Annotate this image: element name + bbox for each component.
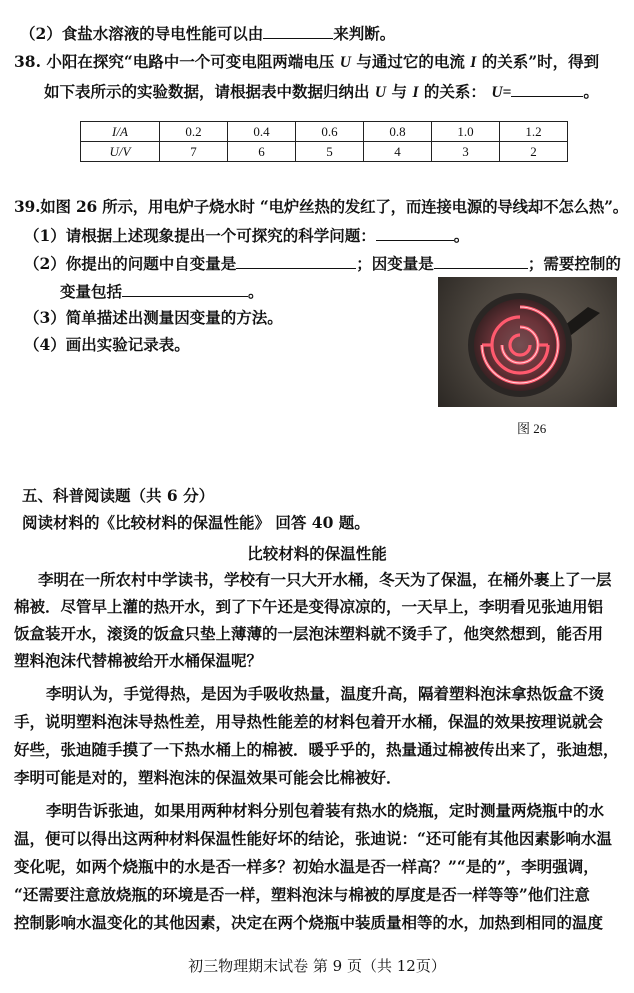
paragraph-line: 控制影响水温变化的其他因素，决定在两个烧瓶中装质量相等的水，加热到相同的温度	[14, 913, 604, 932]
table-cell: 1.0	[432, 122, 500, 142]
answer-blank[interactable]	[263, 22, 333, 39]
data-table	[80, 121, 568, 162]
q39-part1	[24, 224, 469, 246]
q37-part2-suffix: 来判断。	[333, 24, 396, 43]
stove-photo	[438, 277, 617, 407]
q38-text-b: 与通过它的电流	[356, 52, 465, 71]
electric-stove-coil-icon	[438, 277, 617, 407]
answer-blank[interactable]	[511, 80, 583, 97]
q39-part3: （3）简单描述出测量因变量的方法。	[24, 308, 283, 327]
table-cell: 2	[500, 142, 568, 162]
table-cell: 0.8	[364, 122, 432, 142]
q39-part4: （4）画出实验记录表。	[24, 335, 190, 354]
q39-part2-b: ；因变量是	[356, 254, 434, 273]
paragraph-line: 手，说明塑料泡沫导热性差，用导热性能差的材料包着开水桶，保温的效果按理说就会	[14, 712, 604, 731]
q38-line1	[14, 52, 599, 73]
table-cell: 4	[364, 142, 432, 162]
article-title: 比较材料的保温性能	[247, 544, 387, 563]
table-cell: 1.2	[500, 122, 568, 142]
q39-part2-line2-text: 变量包括	[60, 282, 123, 301]
q38-text-a: 小阳在探究“电路中一个可变电阻两端电压	[46, 52, 335, 71]
table-cell: 6	[228, 142, 296, 162]
table-header-cell: U/V	[81, 142, 160, 162]
paragraph-line: 李明可能是对的，塑料泡沫的保温效果可能会比棉被好．	[14, 768, 402, 787]
q38-line2-end: 。	[583, 82, 599, 101]
symbol-i: I	[412, 84, 419, 101]
q39-part2	[24, 252, 621, 274]
paragraph-line: “还需要注意放烧瓶的环境是否一样，塑料泡沫与棉被的厚度是否一样等等”他们注意	[14, 885, 590, 904]
q38-line2-b: 与	[391, 82, 408, 101]
table-cell: 0.6	[296, 122, 364, 142]
paragraph-line: 棉被．尽管早上灌的热开水，到了下午还是变得凉凉的，一天早上，李明看见张迪用铝	[14, 597, 604, 616]
q39-part1-end: 。	[453, 226, 470, 245]
paragraph-line: 塑料泡沫代替棉被给开水桶保温呢？	[14, 651, 263, 670]
q39-part2-line2-end: 。	[248, 282, 264, 301]
symbol-u: U	[374, 84, 387, 101]
table-header-cell: I/A	[81, 122, 160, 142]
paragraph-line: 饭盒装开水，滚烫的饭盒只垫上薄薄的一层泡沫塑料就不烫手了，他突然想到，能否用	[14, 624, 604, 643]
paragraph-line: 变化呢，如两个烧瓶中的水是否一样多？初始水温是否一样高？”“是的”，李明强调，	[14, 857, 599, 876]
paragraph-line: 李明认为，手觉得热，是因为手吸收热量，温度升高，隔着塑料泡沫拿热饭盒不烫	[46, 684, 605, 703]
q39-part2-line2	[60, 280, 264, 302]
section-heading: 五、科普阅读题（共 6 分）	[22, 486, 215, 505]
q38-text-c: 的关系”时，得到	[481, 52, 600, 71]
page-footer: 初三物理期末试卷 第 9 页（共 12页）	[188, 957, 446, 975]
q37-part2-prefix: （2）食盐水溶液的导电性能可以由	[20, 24, 264, 43]
paragraph-line: 温，便可以得出这两种材料保温性能好坏的结论，张迪说：“还可能有其他因素影响水温	[14, 829, 612, 848]
answer-blank[interactable]	[434, 252, 528, 269]
section-intro: 阅读材料的《比较材料的保温性能》 回答 40 题。	[22, 513, 370, 532]
q39-part2-c: ；需要控制的	[527, 254, 621, 273]
paragraph-line: 好些，张迪随手摸了一下热水桶上的棉被．暖乎乎的，热量通过棉被传出来了，张迪想，	[14, 740, 619, 759]
symbol-u: U	[339, 54, 351, 71]
symbol-i: I	[470, 54, 477, 71]
q37-part2	[20, 22, 395, 44]
q39-part1-text: （1）请根据上述现象提出一个可探究的科学问题：	[24, 226, 376, 245]
q38-line2-a: 如下表所示的实验数据，请根据表中数据归纳出	[44, 82, 370, 101]
answer-blank[interactable]	[376, 224, 454, 241]
u-equals: U=	[491, 84, 512, 101]
q38-line2-c: 的关系：	[423, 82, 486, 101]
table-cell: 7	[160, 142, 228, 162]
table-cell: 0.4	[228, 122, 296, 142]
table-row	[81, 122, 568, 142]
q39-part2-a: （2）你提出的问题中自变量是	[24, 254, 237, 273]
table-row	[81, 142, 568, 162]
q38-line2	[44, 80, 599, 103]
figure-caption: 图 26	[517, 421, 547, 436]
table-cell: 5	[296, 142, 364, 162]
question-number: 38.	[14, 52, 41, 71]
answer-blank[interactable]	[122, 280, 248, 297]
paragraph-line: 李明在一所农村中学读书，学校有一只大开水桶，冬天为了保温，在桶外裹上了一层	[38, 570, 612, 589]
q39-stem: 39.如图 26 所示，用电炉子烧水时 “电炉丝热的发红了，而连接电源的导线却不怎么热”。	[14, 197, 629, 216]
table-cell: 0.2	[160, 122, 228, 142]
answer-blank[interactable]	[236, 252, 356, 269]
table-cell: 3	[432, 142, 500, 162]
paragraph-line: 李明告诉张迪，如果用两种材料分别包着装有热水的烧瓶，定时测量两烧瓶中的水	[46, 801, 605, 820]
